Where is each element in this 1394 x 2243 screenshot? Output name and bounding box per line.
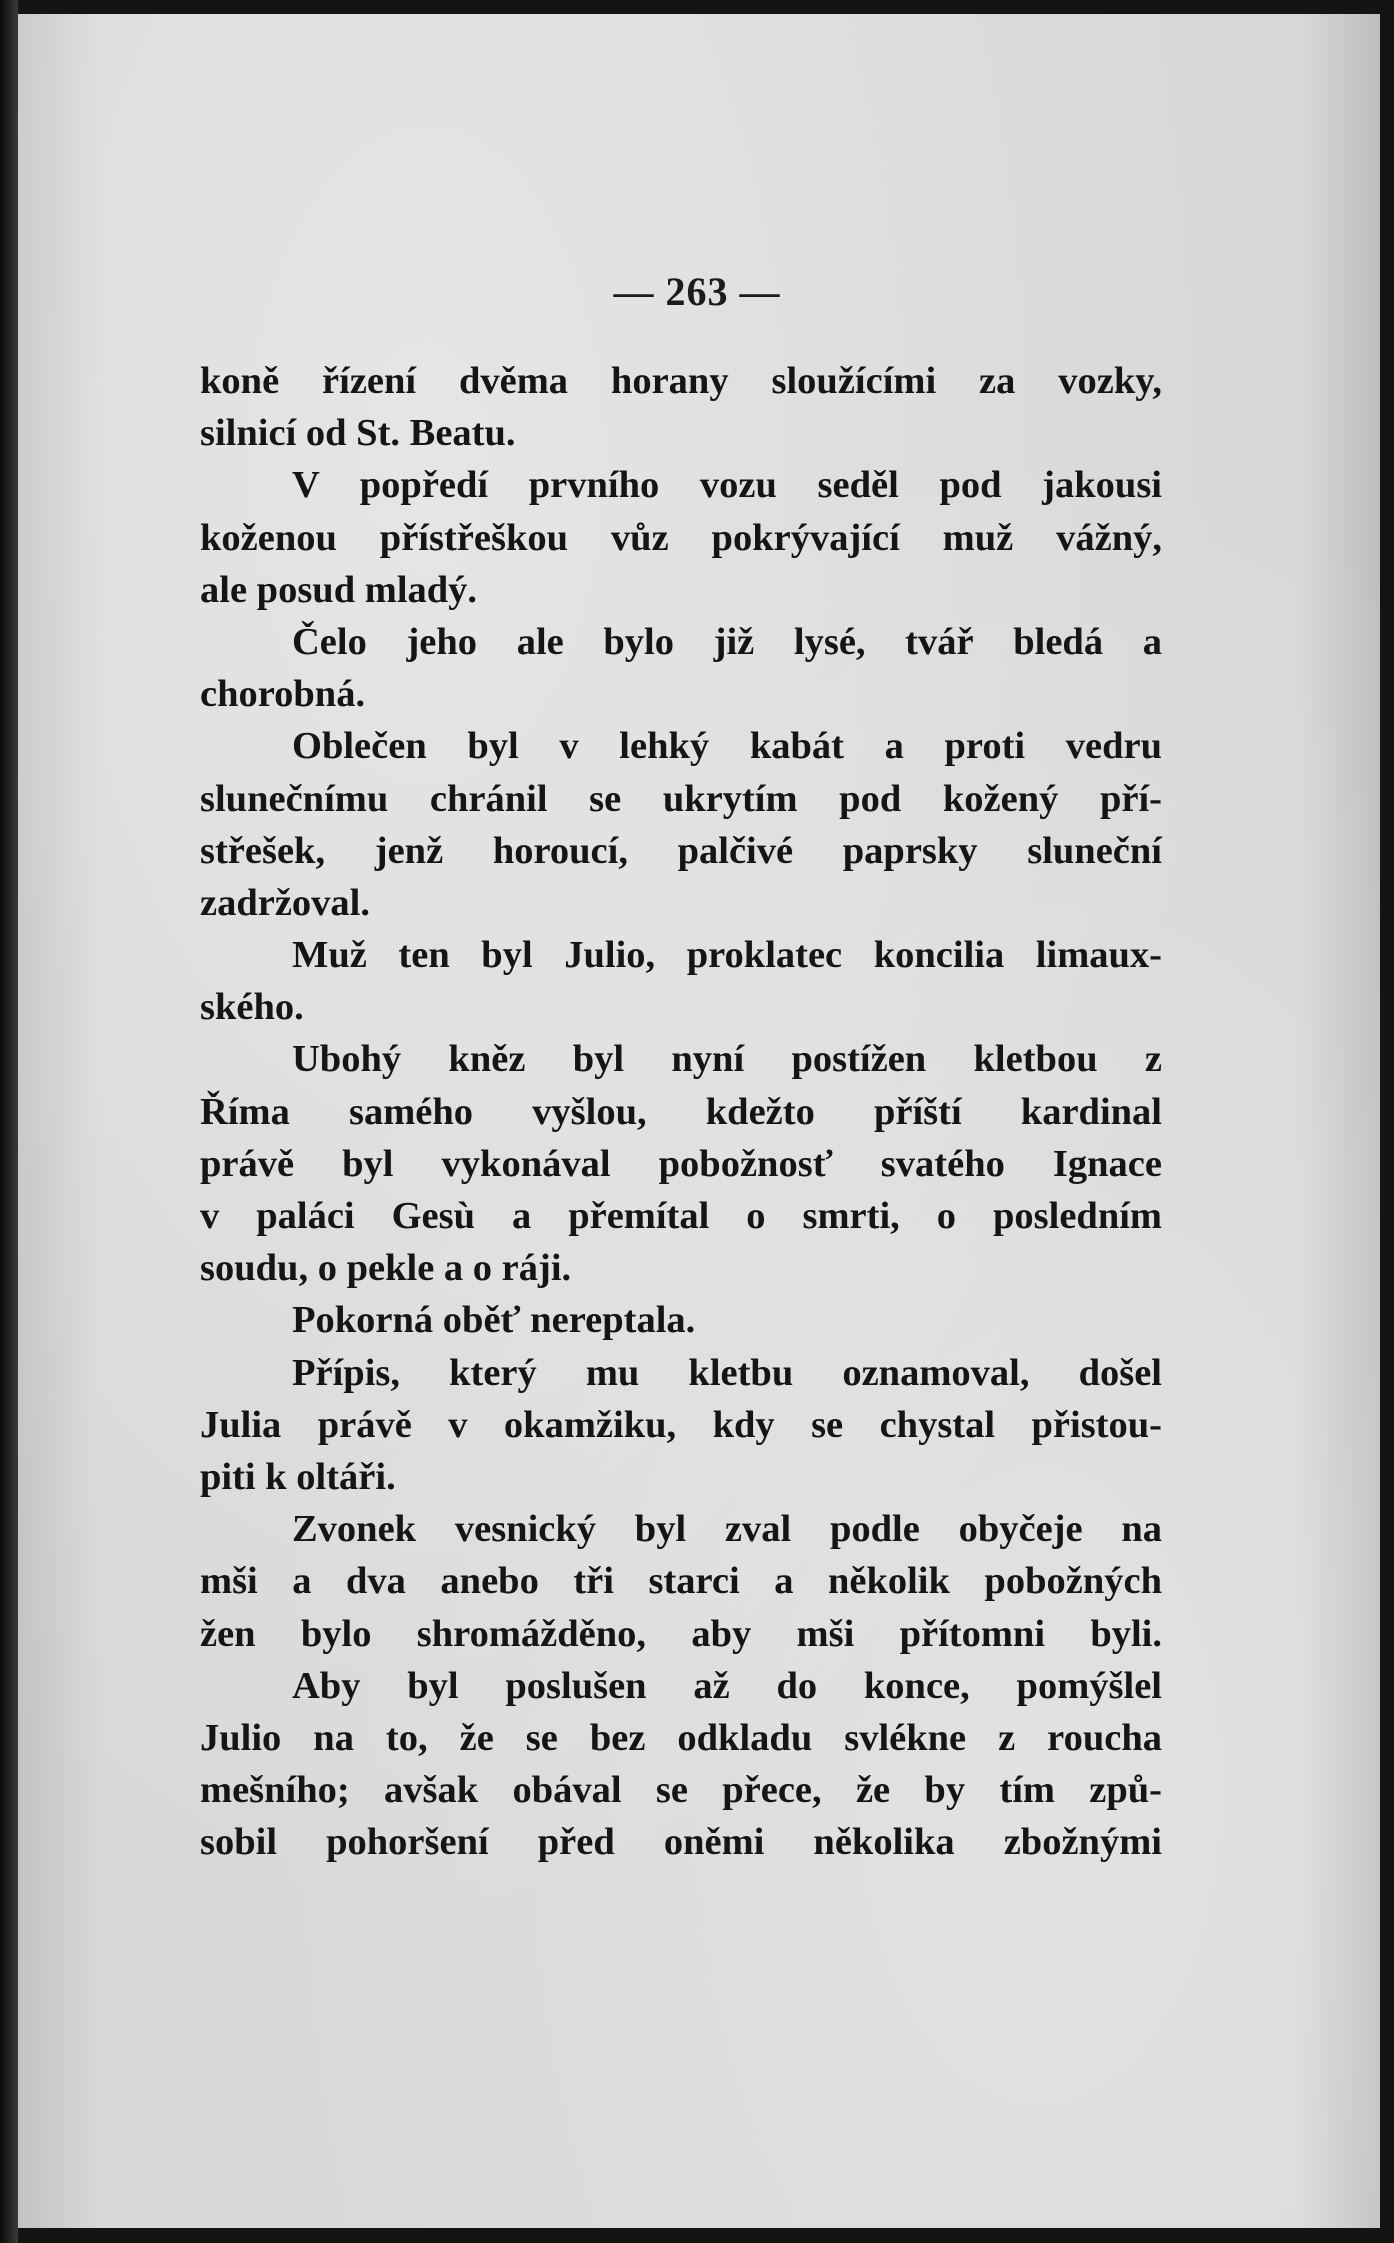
text-line: chorobná. — [200, 673, 366, 716]
text-line: soudu, o pekle a o ráji. — [200, 1247, 572, 1290]
page-number: — 263 — — [613, 269, 781, 314]
text-line: Říma samého vyšlou, kdežto příští kardinal — [200, 1090, 1162, 1133]
text-line: žen bylo shromážděno, aby mši přítomni byli. — [200, 1612, 1162, 1655]
text-line: v paláci Gesù a přemítal o smrti, o posledním — [200, 1195, 1162, 1237]
text-line: mši a dva anebo tři starci a několik pobožných — [200, 1560, 1162, 1603]
text-line: koně řízení dvěma horany sloužícími za vozky, — [200, 360, 1162, 402]
text-line: Oblečen byl v lehký kabát a proti vedru — [292, 725, 1162, 768]
text-line: slunečnímu chránil se ukrytím pod kožený pří- — [200, 777, 1162, 820]
text-line: zadržoval. — [200, 881, 370, 924]
text-line: právě byl vykonával pobožnosť svatého Ignace — [200, 1142, 1162, 1185]
text-line: Julia právě v okamžiku, kdy se chystal přistou- — [200, 1403, 1162, 1446]
text-line: Přípis, který mu kletbu oznamoval, došel — [292, 1351, 1162, 1394]
text-line: sobil pohoršení před oněmi několika zbožnými — [200, 1821, 1162, 1864]
body-text — [200, 355, 1162, 1868]
text-line: Zvonek vesnický byl zval podle obyčeje na — [292, 1508, 1162, 1551]
text-line: koženou přístřeškou vůz pokrývající muž vážný, — [200, 516, 1162, 559]
book-spine-edge — [0, 0, 18, 2243]
text-line: ale posud mladý. — [200, 568, 478, 611]
text-line: piti k oltáři. — [200, 1455, 396, 1498]
text-line: Muž ten byl Julio, proklatec koncilia limaux- — [292, 934, 1162, 977]
text-line: silnicí od St. Beatu. — [200, 412, 516, 455]
text-line: Julio na to, že se bez odkladu svlékne z roucha — [200, 1716, 1162, 1759]
text-line: střešek, jenž horoucí, palčivé paprsky sluneční — [200, 829, 1162, 872]
text-line: Pokorná oběť nereptala. — [292, 1299, 696, 1342]
text-line: Aby byl poslušen až do konce, pomýšlel — [292, 1664, 1162, 1707]
text-line: V popředí prvního vozu seděl pod jakousi — [292, 464, 1162, 507]
text-line: Ubohý kněz byl nyní postížen kletbou z — [292, 1038, 1162, 1081]
text-line: mešního; avšak obával se přece, že by tím způ- — [200, 1769, 1162, 1812]
text-line: Čelo jeho ale bylo již lysé, tvář bledá a — [292, 620, 1162, 663]
text-line: ského. — [200, 986, 304, 1029]
